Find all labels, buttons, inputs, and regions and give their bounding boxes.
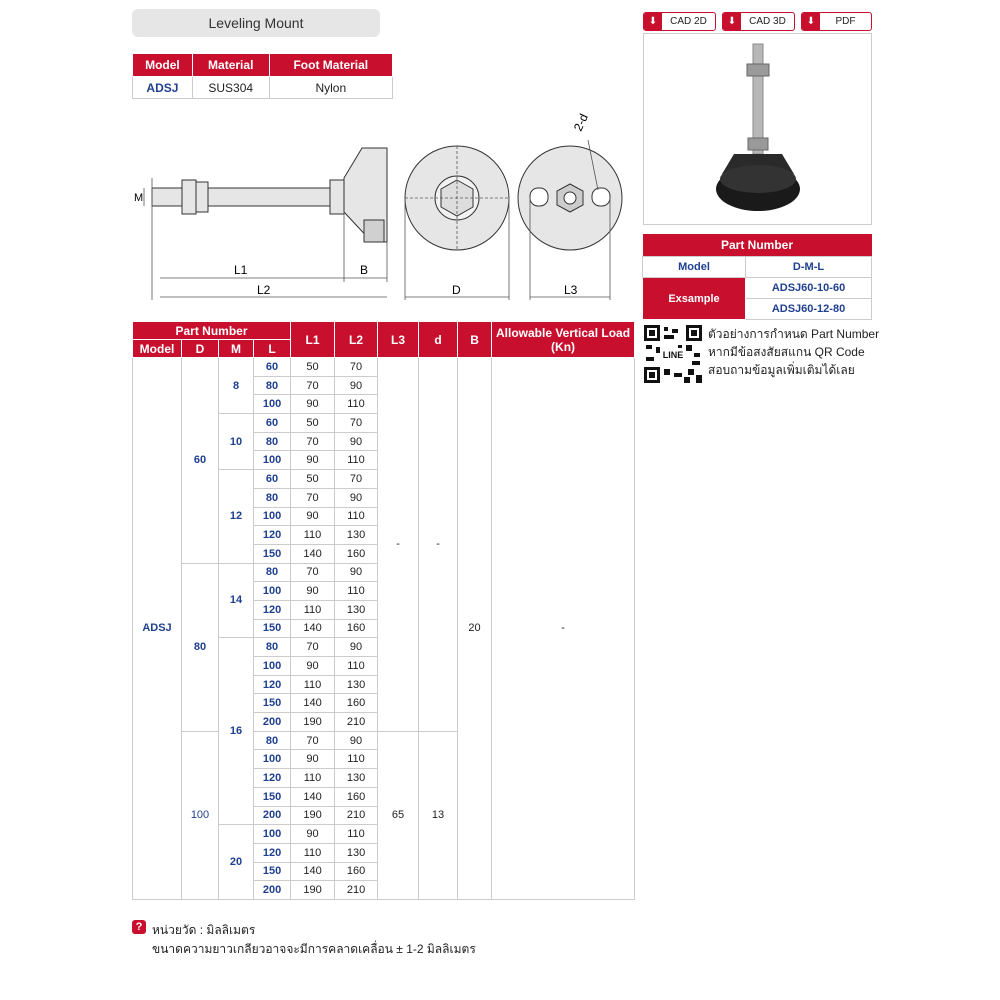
l2-cell: 160 <box>335 694 378 713</box>
header-part-number: Part Number <box>133 322 291 340</box>
material-header-model: Model <box>133 54 193 77</box>
l1-cell: 90 <box>291 825 335 844</box>
dim-b-label: B <box>360 263 369 277</box>
length-cell: 150 <box>254 694 291 713</box>
l2-cell: 110 <box>335 395 378 414</box>
diameter-cell: 60 <box>182 358 219 564</box>
b-cell: 20 <box>458 358 492 900</box>
l2-cell: 90 <box>335 563 378 582</box>
stud-rod <box>152 188 344 206</box>
l1-cell: 70 <box>291 488 335 507</box>
l1-cell: 110 <box>291 675 335 694</box>
l1-cell: 50 <box>291 358 335 377</box>
load-cell: - <box>492 358 635 900</box>
length-cell: 200 <box>254 713 291 732</box>
l2-cell: 130 <box>335 769 378 788</box>
length-cell: 80 <box>254 488 291 507</box>
l2-cell: 110 <box>335 825 378 844</box>
l1-cell: 190 <box>291 881 335 900</box>
thread-size-cell: 20 <box>219 825 254 900</box>
qr-code[interactable] <box>644 325 702 383</box>
download-icon: ⬇ <box>723 13 741 30</box>
qr-line-1: ตัวอย่างการกำหนด Part Number <box>708 327 880 341</box>
header-d-small: d <box>419 322 458 358</box>
thread-size-cell: 12 <box>219 470 254 563</box>
dim-l1-label: L1 <box>234 263 248 277</box>
qr-line-2: หากมีข้อสงสัยสแกน QR Code <box>708 345 865 359</box>
length-cell: 120 <box>254 600 291 619</box>
d-small-cell: - <box>419 358 458 732</box>
cad-2d-button[interactable] <box>643 12 716 31</box>
length-cell: 120 <box>254 526 291 545</box>
thread-size-cell: 16 <box>219 638 254 825</box>
l1-cell: 90 <box>291 582 335 601</box>
material-header-foot: Foot Material <box>269 54 392 77</box>
length-cell: 150 <box>254 862 291 881</box>
download-icon: ⬇ <box>644 13 662 30</box>
header-l3: L3 <box>378 322 419 358</box>
header-l1: L1 <box>291 322 335 358</box>
dim-l3-label: L3 <box>564 283 578 297</box>
l1-cell: 90 <box>291 657 335 676</box>
header-load: Allowable Vertical Load (Kn) <box>492 322 635 358</box>
page-title: Leveling Mount <box>132 9 380 37</box>
part-number-table <box>642 234 872 320</box>
length-cell: 120 <box>254 843 291 862</box>
part-number-format: D-M-L <box>746 257 872 278</box>
l1-cell: 70 <box>291 376 335 395</box>
diameter-cell: 80 <box>182 563 219 731</box>
l2-cell: 110 <box>335 657 378 676</box>
l3-cell: - <box>378 358 419 732</box>
l2-cell: 110 <box>335 507 378 526</box>
l2-cell: 210 <box>335 806 378 825</box>
table-row <box>133 358 635 377</box>
length-cell: 80 <box>254 376 291 395</box>
l1-cell: 90 <box>291 451 335 470</box>
nut-right <box>330 180 344 214</box>
product-photo <box>643 33 872 225</box>
length-cell: 60 <box>254 414 291 433</box>
l2-cell: 160 <box>335 619 378 638</box>
example-value-2: ADSJ60-12-80 <box>746 299 872 320</box>
dim-l2-label: L2 <box>257 283 271 297</box>
l2-cell: 210 <box>335 881 378 900</box>
help-icon: ? <box>132 920 146 934</box>
l2-cell: 130 <box>335 526 378 545</box>
qr-line-label: LINE <box>662 350 684 360</box>
l1-cell: 90 <box>291 507 335 526</box>
l1-cell: 140 <box>291 619 335 638</box>
length-cell: 100 <box>254 825 291 844</box>
length-cell: 80 <box>254 432 291 451</box>
thread-size-cell: 14 <box>219 563 254 638</box>
qr-instructions <box>708 325 879 379</box>
l1-cell: 140 <box>291 694 335 713</box>
header-model: Model <box>133 340 182 358</box>
spec-table <box>132 321 635 900</box>
length-cell: 150 <box>254 787 291 806</box>
cad-3d-button[interactable] <box>722 12 795 31</box>
example-label: Exsample <box>643 278 746 320</box>
l1-cell: 140 <box>291 544 335 563</box>
length-cell: 100 <box>254 657 291 676</box>
length-cell: 120 <box>254 675 291 694</box>
diameter-cell: 100 <box>182 731 219 899</box>
l1-cell: 110 <box>291 843 335 862</box>
l1-cell: 50 <box>291 414 335 433</box>
material-header-material: Material <box>192 54 269 77</box>
header-b: B <box>458 322 492 358</box>
l1-cell: 70 <box>291 432 335 451</box>
cad-2d-label: CAD 2D <box>670 16 707 27</box>
l1-cell: 190 <box>291 806 335 825</box>
length-cell: 80 <box>254 731 291 750</box>
l2-cell: 90 <box>335 488 378 507</box>
length-cell: 80 <box>254 638 291 657</box>
l1-cell: 70 <box>291 563 335 582</box>
foot-material-value: Nylon <box>269 77 392 99</box>
l2-cell: 160 <box>335 862 378 881</box>
l1-cell: 110 <box>291 600 335 619</box>
l1-cell: 110 <box>291 526 335 545</box>
l1-cell: 90 <box>291 750 335 769</box>
header-d: D <box>182 340 219 358</box>
download-icon: ⬇ <box>802 13 820 30</box>
l2-cell: 130 <box>335 600 378 619</box>
technical-drawing <box>132 100 632 305</box>
l2-cell: 110 <box>335 451 378 470</box>
dim-d-label: D <box>452 283 461 297</box>
header-m: M <box>219 340 254 358</box>
l2-cell: 110 <box>335 582 378 601</box>
d-small-cell: 13 <box>419 731 458 899</box>
tolerance-note: ขนาดความยาวเกลียวอาจจะมีการคลาดเคลื่อน ± 1-2 มิลลิเมตร <box>152 942 476 956</box>
length-cell: 120 <box>254 769 291 788</box>
nut-left <box>182 180 196 214</box>
thread-size-cell: 8 <box>219 358 254 414</box>
l2-cell: 130 <box>335 843 378 862</box>
dim-m-label: M <box>134 192 144 204</box>
l1-cell: 140 <box>291 862 335 881</box>
l2-cell: 90 <box>335 638 378 657</box>
model-cell: ADSJ <box>133 358 182 900</box>
example-value-1: ADSJ60-10-60 <box>746 278 872 299</box>
header-l2: L2 <box>335 322 378 358</box>
pdf-button[interactable] <box>801 12 872 31</box>
l2-cell: 110 <box>335 750 378 769</box>
part-number-title: Part Number <box>643 234 872 257</box>
l1-cell: 110 <box>291 769 335 788</box>
l1-cell: 90 <box>291 395 335 414</box>
length-cell: 100 <box>254 507 291 526</box>
l2-cell: 90 <box>335 376 378 395</box>
cad-3d-label: CAD 3D <box>749 16 786 27</box>
pdf-label: PDF <box>835 16 856 27</box>
length-cell: 150 <box>254 619 291 638</box>
l1-cell: 140 <box>291 787 335 806</box>
part-number-model-label: Model <box>643 257 746 278</box>
material-value: SUS304 <box>192 77 269 99</box>
l2-cell: 160 <box>335 787 378 806</box>
l2-cell: 90 <box>335 432 378 451</box>
l1-cell: 70 <box>291 731 335 750</box>
l2-cell: 160 <box>335 544 378 563</box>
l1-cell: 70 <box>291 638 335 657</box>
material-table <box>132 53 393 99</box>
l1-cell: 190 <box>291 713 335 732</box>
length-cell: 100 <box>254 451 291 470</box>
l2-cell: 70 <box>335 470 378 489</box>
l2-cell: 130 <box>335 675 378 694</box>
qr-line-3: สอบถามข้อมูลเพิ่มเติมได้เลย <box>708 363 855 377</box>
length-cell: 80 <box>254 563 291 582</box>
header-l: L <box>254 340 291 358</box>
l1-cell: 50 <box>291 470 335 489</box>
length-cell: 150 <box>254 544 291 563</box>
l2-cell: 70 <box>335 414 378 433</box>
l3-cell: 65 <box>378 731 419 899</box>
length-cell: 100 <box>254 582 291 601</box>
length-cell: 60 <box>254 358 291 377</box>
l2-cell: 210 <box>335 713 378 732</box>
dim-2d-label: 2-d <box>570 111 591 134</box>
l2-cell: 90 <box>335 731 378 750</box>
length-cell: 60 <box>254 470 291 489</box>
l2-cell: 70 <box>335 358 378 377</box>
thread-size-cell: 10 <box>219 414 254 470</box>
length-cell: 200 <box>254 881 291 900</box>
length-cell: 100 <box>254 395 291 414</box>
unit-note: หน่วยวัด : มิลลิเมตร <box>152 923 256 937</box>
length-cell: 100 <box>254 750 291 769</box>
material-model-value: ADSJ <box>133 77 193 99</box>
length-cell: 200 <box>254 806 291 825</box>
